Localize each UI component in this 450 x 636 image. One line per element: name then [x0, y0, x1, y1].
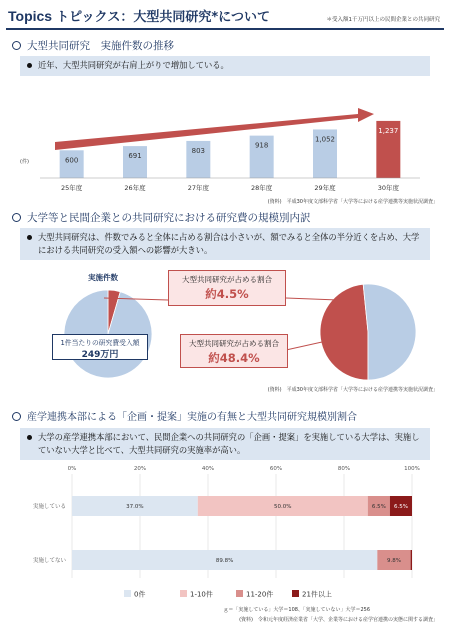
x-tick-label-5: 30年度 — [377, 184, 399, 192]
segment-label-0-2: 6.5% — [371, 504, 386, 510]
circle-bullet-icon — [12, 412, 21, 421]
title-jp: トピックス：大型共同研究*について — [56, 10, 270, 25]
circle-bullet-icon — [12, 213, 21, 222]
stacked-chart-area — [33, 466, 420, 599]
bullet-dot-icon — [27, 235, 32, 240]
x-tick-label-0: 0% — [67, 466, 77, 472]
amount-share-label: 大型共同研究が占める割合 — [189, 339, 279, 348]
title-en: Topics — [8, 8, 53, 24]
section2-heading-text: 大学等と民間企業との共同研究における研究費の規模別内訳 — [27, 212, 311, 224]
chart-stacked-bar — [20, 462, 440, 602]
count-pie-title: 実施件数 — [88, 273, 118, 282]
legend-label-0: 0件 — [134, 590, 146, 599]
bullet-dot-icon — [27, 435, 32, 440]
legend-swatch-0 — [124, 590, 131, 597]
bar-1 — [123, 146, 147, 178]
connector-line-amount — [286, 342, 322, 350]
amount-share-callout — [180, 334, 288, 368]
section1-heading-text: 大型共同研究 実施件数の推移 — [27, 40, 174, 52]
section3-heading — [12, 408, 357, 423]
segment-label-1-0: 89.8% — [215, 558, 234, 564]
segment-label-0-1: 50.0% — [274, 504, 292, 510]
count-share-label: 大型共同研究が占める割合 — [182, 275, 272, 284]
header-note: ＊受入額1千万円以上の民間企業との共同研究 — [326, 17, 440, 23]
amount-share-value: 約48.4% — [208, 351, 260, 365]
legend-label-1: 1-10件 — [190, 590, 213, 599]
legend-swatch-3 — [292, 590, 299, 597]
page-title — [8, 6, 270, 25]
category-label-1: 実施してない — [32, 558, 66, 564]
pie-amount-share — [318, 282, 418, 382]
legend-label-2: 11-20件 — [246, 590, 274, 599]
section3-footnote: ｇ＝「実施している」大学＝108、「実施していない」大学＝256 — [223, 607, 370, 613]
bar-value-label-4: 1,052 — [314, 135, 336, 144]
legend-swatch-1 — [180, 590, 187, 597]
bar-value-label-0: 600 — [64, 156, 79, 165]
segment-label-0-0: 37.0% — [126, 504, 144, 510]
chart-bar-trend — [40, 94, 420, 196]
section1-heading — [12, 38, 174, 53]
legend-label-3: 21件以上 — [302, 590, 332, 599]
section3-source: (資料) 令和元年度経済産業省「大学、企業等における産学官連携の実態に関する調査」 — [239, 617, 438, 623]
count-share-value: 約4.5% — [205, 287, 249, 301]
x-tick-label-3: 60% — [269, 466, 283, 472]
x-tick-label-1: 26年度 — [124, 184, 146, 192]
avg-amount-box — [52, 334, 148, 360]
pie-slice-0 — [320, 284, 368, 380]
section2-bullet — [20, 228, 430, 260]
title-divider — [6, 28, 444, 30]
circle-bullet-icon — [12, 41, 21, 50]
x-tick-label-2: 27年度 — [187, 184, 209, 192]
x-tick-label-5: 100% — [404, 466, 420, 472]
avg-amount-label: 1件当たりの研究費受入額 — [60, 339, 140, 347]
x-tick-label-1: 20% — [133, 466, 147, 472]
trend-chart-area — [40, 108, 420, 192]
section3-bullet-text: 大学の産学連携本部において、民間企業への共同研究の「企画・提案」を実施している大学は、実施していない大学と比べて、大型共同研究の実施率が高い。 — [38, 432, 420, 455]
x-tick-label-3: 28年度 — [251, 184, 273, 192]
section3-heading-text: 産学連携本部による「企画・提案」実施の有無と大型共同研究規模別割合 — [27, 412, 357, 423]
bar-value-label-3: 918 — [254, 141, 269, 150]
bar-value-label-1: 691 — [128, 152, 142, 161]
bar-value-label-5: 1,237 — [378, 126, 399, 135]
section1-bullet-text: 近年、大型共同研究が右肩上がりで増加している。 — [38, 60, 229, 70]
bar-value-label-2: 803 — [191, 146, 206, 155]
segment-label-1-2: 9.8% — [386, 558, 401, 564]
unit-label — [20, 158, 29, 165]
x-tick-label-4: 29年度 — [314, 184, 336, 192]
section2-heading — [12, 210, 311, 225]
pie-slice-1 — [363, 284, 416, 380]
section2-bullet-text: 大型共同研究は、件数でみると全体に占める割合は小さいが、額でみると全体の半分近くを占め、大学における共同研究の受入額への影響が大きい。 — [38, 232, 420, 255]
unit-text: (件) — [20, 159, 29, 165]
section3-bullet — [20, 428, 430, 460]
segment-1-3 — [411, 550, 412, 570]
category-label-0: 実施している — [32, 504, 66, 510]
x-tick-label-0: 25年度 — [61, 184, 83, 192]
legend-swatch-2 — [236, 590, 243, 597]
x-tick-label-4: 80% — [337, 466, 351, 472]
section1-source: (資料) 平成30年度文部科学省「大学等における産学連携等実施状況調査」 — [267, 199, 438, 205]
pie-amount-slices — [320, 284, 416, 380]
x-tick-label-2: 40% — [201, 466, 215, 472]
section2-source: (資料) 平成30年度文部科学省「大学等における産学連携等実施状況調査」 — [267, 387, 438, 393]
avg-amount-value: 249万円 — [81, 350, 119, 360]
count-share-callout — [168, 270, 286, 306]
section1-bullet — [20, 56, 430, 76]
bullet-dot-icon — [27, 63, 32, 68]
segment-label-0-3: 6.5% — [393, 504, 408, 510]
